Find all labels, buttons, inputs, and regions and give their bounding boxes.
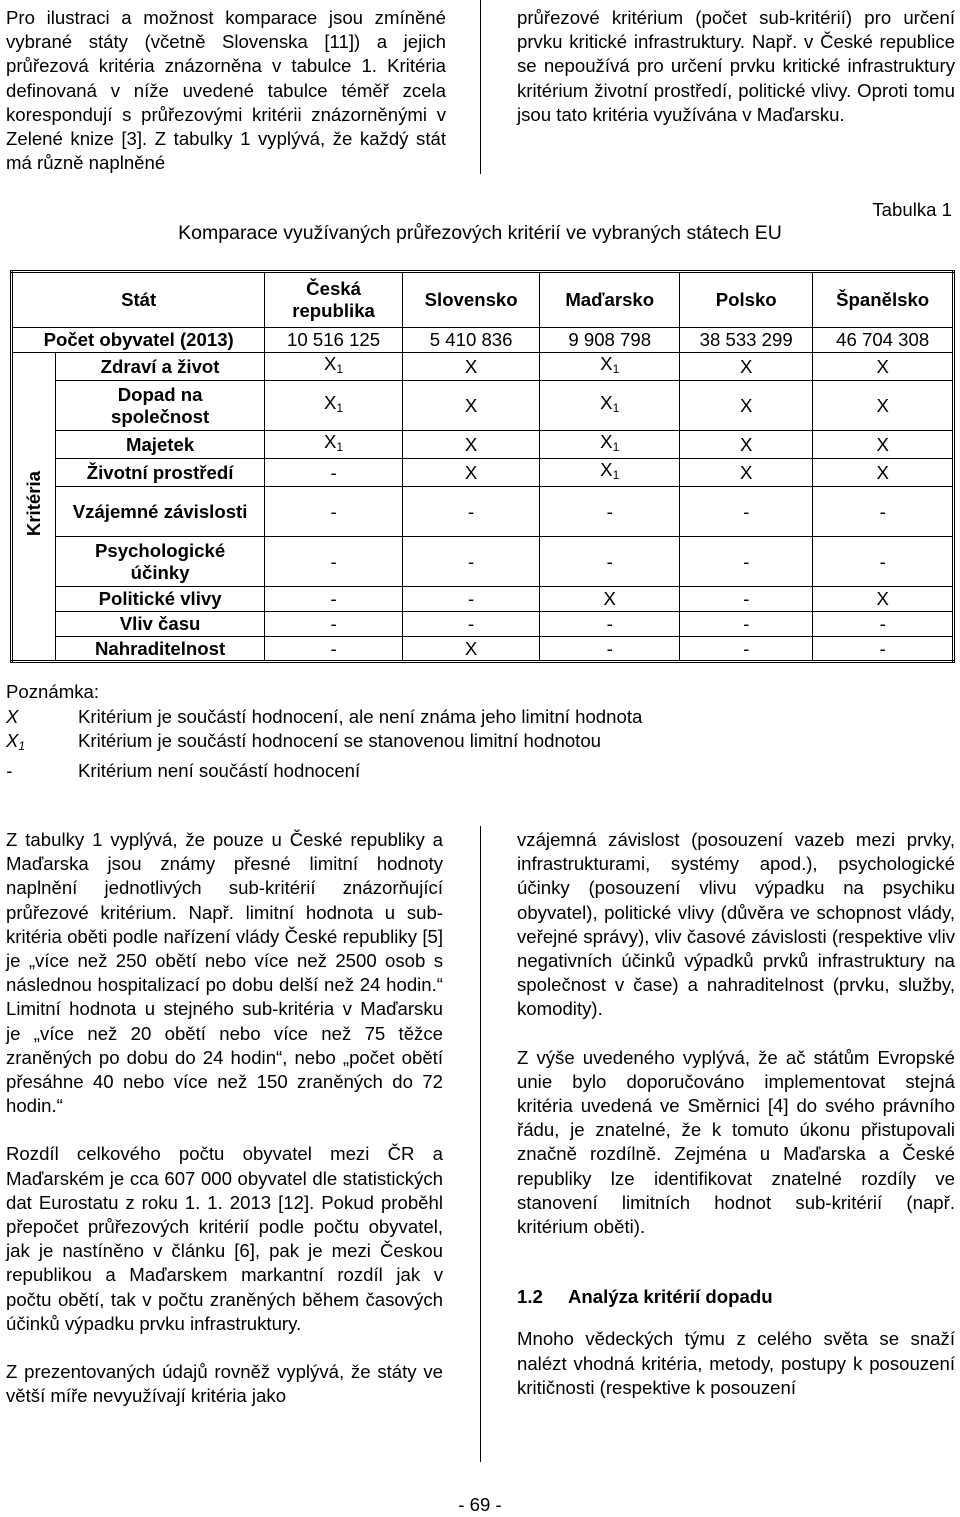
table-notes xyxy=(6,680,642,783)
population-value: 5 410 836 xyxy=(402,328,540,353)
population-value: 10 516 125 xyxy=(265,328,403,353)
page-number: - 69 - xyxy=(458,1494,502,1515)
criterion-cell xyxy=(540,487,680,537)
note-item xyxy=(6,759,642,784)
population-row xyxy=(12,328,954,353)
cell-subscript: 1 xyxy=(336,401,344,415)
criterion-name: Politické vlivy xyxy=(55,587,264,612)
note-symbol xyxy=(6,705,78,730)
criterion-cell xyxy=(265,431,403,459)
criterion-cell xyxy=(680,637,813,662)
criterion-name: Majetek xyxy=(55,431,264,459)
header-country: Španělsko xyxy=(813,272,954,328)
criterion-name: Vzájemné závislosti xyxy=(55,487,264,537)
header-country: Maďarsko xyxy=(540,272,680,328)
cell-mark: X xyxy=(324,431,337,452)
cell-mark: - xyxy=(606,500,613,522)
cell-mark: - xyxy=(606,637,613,659)
cell-mark: X xyxy=(739,461,753,483)
note-symbol-text: X xyxy=(6,730,19,751)
body-paragraph: vzájemná závislost (posouzení vazeb mezi prvky, infrastrukturami, systémy apod.), psychologické účinky (posouzení vlivu výpadku na psychiku obyvatel), politické vlivy (důvěra ve schopnost vlády, veřejné správy), vliv časové závislosti (respektive vliv negativních účinků výpadků prvků infrastruktury na společnost v čase) a nahraditelnost (prvku, služby, komodity). xyxy=(517,829,955,1020)
cell-mark: X xyxy=(324,353,337,374)
population-value: 9 908 798 xyxy=(540,328,680,353)
cell-mark: - xyxy=(330,461,337,483)
criteria-group-label xyxy=(12,353,56,662)
criterion-cell xyxy=(813,431,954,459)
criterion-cell xyxy=(402,587,540,612)
cell-mark: X xyxy=(464,433,478,455)
criterion-cell xyxy=(265,381,403,431)
note-symbol-subscript: 1 xyxy=(18,739,26,753)
header-state: Stát xyxy=(12,272,265,328)
criterion-cell xyxy=(813,381,954,431)
body-left-column xyxy=(6,828,443,1408)
note-text: Kritérium je součástí hodnocení, ale není známa jeho limitní hodnota xyxy=(78,705,643,727)
cell-mark: X xyxy=(739,394,753,416)
criteria-row xyxy=(12,612,954,637)
body-paragraph: Mnoho vědeckých týmu z celého světa se snaží nalézt vhodná kritéria, metody, postupy k posouzení kritičnosti (respektive k posouzení xyxy=(517,1328,955,1398)
criteria-row xyxy=(12,537,954,587)
population-label: Počet obyvatel (2013) xyxy=(12,328,265,353)
column-divider-top xyxy=(480,0,481,174)
cell-mark: X xyxy=(600,431,613,452)
criterion-cell xyxy=(540,381,680,431)
criteria-row xyxy=(12,637,954,662)
criterion-cell xyxy=(680,537,813,587)
intro-right-paragraph: průřezové kritérium (počet sub-kritérií) pro určení prvku kritické infrastruktury. Např. v České republice se nepoužívá pro určení prvku kritické infrastruktury kritérium životní prostředí, politické vlivy. Oproti tomu jsou tato kritéria využívána v Maďarsku. xyxy=(517,7,955,125)
note-text: Kritérium je součástí hodnocení se stanovenou limitní hodnotou xyxy=(78,730,602,751)
criteria-table xyxy=(10,270,955,663)
criterion-cell xyxy=(813,459,954,487)
cell-mark: - xyxy=(468,500,475,522)
note-symbol-text: X xyxy=(6,705,19,727)
cell-mark: - xyxy=(879,637,886,659)
cell-mark: - xyxy=(330,613,337,634)
cell-mark: - xyxy=(743,500,750,522)
criterion-cell xyxy=(540,459,680,487)
criterion-name: Životní prostředí xyxy=(55,459,264,487)
criterion-cell xyxy=(680,431,813,459)
cell-subscript: 1 xyxy=(612,362,620,376)
criterion-name: Vliv času xyxy=(55,612,264,637)
cell-mark: - xyxy=(330,588,337,609)
cell-mark: - xyxy=(330,500,337,522)
population-value: 46 704 308 xyxy=(813,328,954,353)
criterion-cell xyxy=(402,637,540,662)
cell-mark: - xyxy=(468,613,475,634)
cell-mark: - xyxy=(330,637,337,659)
criterion-cell xyxy=(540,431,680,459)
criterion-cell xyxy=(402,459,540,487)
criterion-cell xyxy=(402,537,540,587)
cell-mark: - xyxy=(879,613,886,634)
criterion-cell xyxy=(265,459,403,487)
note-symbol-text: - xyxy=(6,759,13,781)
body-right-column xyxy=(517,828,955,1400)
criterion-cell xyxy=(265,487,403,537)
intro-right-column xyxy=(517,6,955,127)
criteria-row xyxy=(12,353,954,381)
note-item xyxy=(6,729,642,759)
criterion-cell xyxy=(265,587,403,612)
table-title: Komparace využívaných průřezových kritérií ve vybraných státech EU xyxy=(178,222,782,244)
cell-mark: - xyxy=(606,550,613,572)
cell-mark: - xyxy=(330,550,337,572)
criteria-row xyxy=(12,431,954,459)
header-country: Slovensko xyxy=(402,272,540,328)
criteria-row xyxy=(12,587,954,612)
note-item xyxy=(6,705,642,730)
cell-mark: X xyxy=(876,394,889,416)
table-header-row xyxy=(12,272,954,328)
header-country: Polsko xyxy=(680,272,813,328)
criterion-cell xyxy=(402,381,540,431)
note-symbol xyxy=(6,759,78,784)
criterion-name: Dopad na společnost xyxy=(55,381,264,431)
cell-mark: - xyxy=(743,637,750,659)
cell-mark: - xyxy=(468,550,475,572)
criterion-cell xyxy=(402,487,540,537)
criterion-cell xyxy=(540,587,680,612)
cell-subscript: 1 xyxy=(336,440,344,454)
cell-mark: X xyxy=(600,459,613,480)
criterion-name: Nahraditelnost xyxy=(55,637,264,662)
criterion-cell xyxy=(680,487,813,537)
cell-mark: X xyxy=(739,355,753,377)
cell-mark: X xyxy=(464,461,478,483)
criterion-cell xyxy=(813,587,954,612)
cell-mark: X xyxy=(464,637,478,659)
intro-left-column xyxy=(6,6,446,175)
cell-subscript: 1 xyxy=(612,440,620,454)
criterion-cell xyxy=(813,612,954,637)
criterion-cell xyxy=(265,353,403,381)
header-country: Česká republika xyxy=(265,272,403,328)
criterion-name: Zdraví a život xyxy=(55,353,264,381)
cell-subscript: 1 xyxy=(612,401,620,415)
cell-mark: X xyxy=(464,355,478,377)
column-divider-bottom xyxy=(480,826,481,1462)
criterion-cell xyxy=(680,353,813,381)
cell-mark: X xyxy=(876,461,889,483)
body-paragraph: Z výše uvedeného vyplývá, že ač státům Evropské unie bylo doporučováno implementovat stejná kritéria uvedená ve Směrnici [4] do svého právního řádu, je znatelné, že k tomuto úkonu přistupovali značně rozdílně. Zejména u Maďarska a České republiky lze identifikovat znatelné rozdíly ve stanovení limitních hodnot sub-kritérií (např. kritérium oběti). xyxy=(517,1046,955,1238)
cell-mark: - xyxy=(743,588,750,609)
cell-mark: X xyxy=(876,588,889,609)
cell-subscript: 1 xyxy=(612,468,620,482)
criterion-cell xyxy=(540,353,680,381)
note-text: Kritérium není součástí hodnocení xyxy=(78,759,361,781)
table-label: Tabulka 1 xyxy=(872,199,952,220)
population-value: 38 533 299 xyxy=(680,328,813,353)
cell-mark: X xyxy=(600,392,613,413)
cell-mark: X xyxy=(464,394,478,416)
cell-mark: - xyxy=(879,500,886,522)
section-heading: 1.2 Analýza kritérií dopadu xyxy=(517,1286,773,1308)
criterion-cell xyxy=(813,353,954,381)
criterion-cell xyxy=(540,537,680,587)
criterion-cell xyxy=(540,612,680,637)
criteria-row xyxy=(12,381,954,431)
cell-mark: - xyxy=(468,588,475,609)
criteria-row xyxy=(12,459,954,487)
cell-mark: - xyxy=(743,613,750,634)
body-paragraph: Z prezentovaných údajů rovněž vyplývá, že státy ve větší míře nevyužívají kritéria jako xyxy=(6,1361,443,1407)
intro-left-paragraph: Pro ilustraci a možnost komparace jsou zmíněné vybrané státy (včetně Slovenska [11]) a jejich průřezová kritéria znázorněna v tabulce 1. Kritéria definovaná v níže uvedené tabulce téměř zcela korespondují s průřezovými kritérii znázorněnými v Zelené knize [3]. Z tabulky 1 vyplývá, že každý stát má různě naplněné xyxy=(6,7,446,174)
criterion-cell xyxy=(265,612,403,637)
cell-mark: X xyxy=(739,433,753,455)
cell-mark: X xyxy=(876,355,889,377)
criterion-cell xyxy=(680,459,813,487)
criterion-cell xyxy=(402,431,540,459)
cell-mark: - xyxy=(743,550,750,572)
criterion-cell xyxy=(813,637,954,662)
cell-mark: X xyxy=(324,392,337,413)
criterion-cell xyxy=(540,637,680,662)
cell-mark: X xyxy=(603,588,616,609)
criterion-cell xyxy=(402,353,540,381)
criterion-cell xyxy=(265,537,403,587)
cell-mark: - xyxy=(606,613,613,634)
notes-title: Poznámka: xyxy=(6,681,100,702)
note-symbol xyxy=(6,729,78,759)
criterion-cell xyxy=(813,487,954,537)
criterion-name: Psychologické účinky xyxy=(55,537,264,587)
criteria-group-text: Kritéria xyxy=(22,471,44,537)
body-paragraph: Rozdíl celkového počtu obyvatel mezi ČR a Maďarském je cca 607 000 obyvatel dle statistických dat Eurostatu z roku 1. 1. 2013 [12]. Pokud proběhl přepočet průřezových kritérií podle počtu obyvatel, jak je nastíněno v článku [6], pak je mezi Českou republikou a Maďarskem markantní rozdíl jak v počtu obětí, tak v počtu zraněných během časových účinků výpadku prvku infrastruktury. xyxy=(6,1143,443,1334)
criterion-cell xyxy=(680,587,813,612)
body-paragraph: Z tabulky 1 vyplývá, že pouze u České republiky a Maďarska jsou známy přesné limitní hodnoty naplnění jednotlivých sub-kritérií znázorňující průřezové kritérium. Např. limitní hodnota u sub-kritéria oběti podle nařízení vlády České republiky [5] je „více než 250 obětí nebo více než 2500 osob s následnou hospitalizací po dobu delší než 24 hodin.“ Limitní hodnota u stejného sub-kritéria v Maďarsku je „více než 20 obětí nebo více než 75 těžce zraněných po dobu do 24 hodin“, nebo „počet obětí přesáhne 40 nebo více než 150 zraněných do 72 hodin.“ xyxy=(6,829,443,1117)
criterion-cell xyxy=(265,637,403,662)
cell-mark: - xyxy=(879,550,886,572)
cell-subscript: 1 xyxy=(336,362,344,376)
criteria-row xyxy=(12,487,954,537)
criterion-cell xyxy=(402,612,540,637)
criterion-cell xyxy=(813,537,954,587)
cell-mark: X xyxy=(876,433,889,455)
cell-mark: X xyxy=(600,353,613,374)
criterion-cell xyxy=(680,612,813,637)
criterion-cell xyxy=(680,381,813,431)
